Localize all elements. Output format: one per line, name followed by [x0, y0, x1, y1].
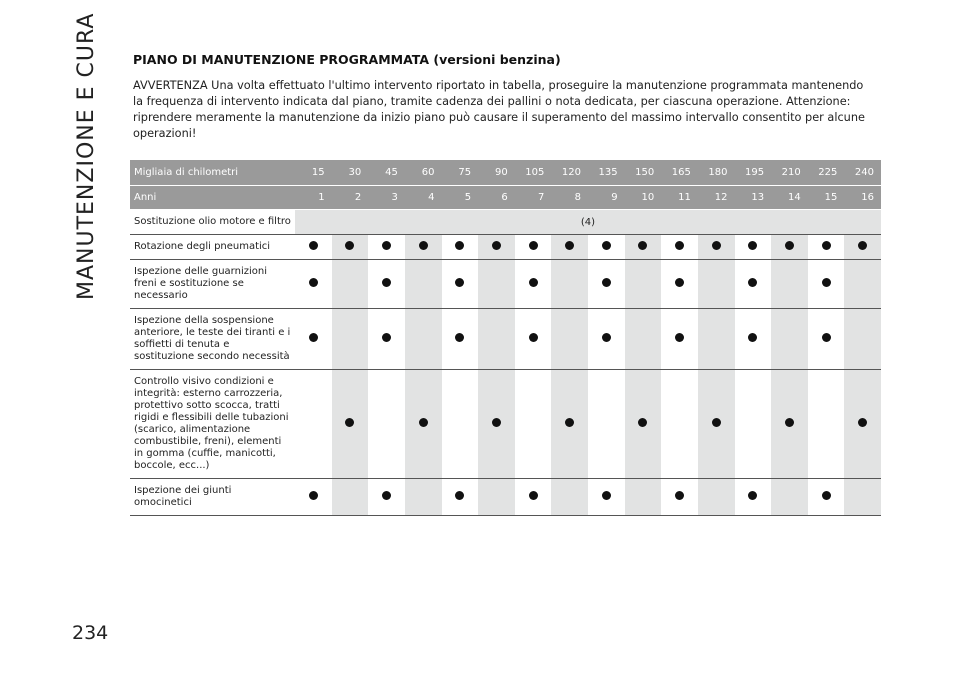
schedule-cell	[771, 479, 808, 516]
scheduled-dot-icon	[712, 418, 721, 427]
schedule-cell	[735, 370, 772, 479]
years-header-row-value: 3	[368, 186, 405, 210]
scheduled-dot-icon	[675, 333, 684, 342]
operation-label: Ispezione dei giunti omocinetici	[130, 479, 295, 516]
scheduled-dot-icon	[638, 241, 647, 250]
years-header-row-value: 13	[735, 186, 772, 210]
schedule-cell	[442, 235, 479, 260]
schedule-cell	[661, 479, 698, 516]
schedule-cell	[515, 370, 552, 479]
scheduled-dot-icon	[748, 491, 757, 500]
schedule-cell	[625, 235, 662, 260]
schedule-cell	[478, 235, 515, 260]
table-row	[130, 479, 881, 516]
schedule-cell	[551, 260, 588, 309]
operation-label: Ispezione delle guarnizioni freni e sostituzione se necessario	[130, 260, 295, 309]
scheduled-dot-icon	[785, 241, 794, 250]
scheduled-dot-icon	[455, 278, 464, 287]
schedule-cell	[478, 479, 515, 516]
schedule-cell	[625, 309, 662, 370]
section-side-title: MANUTENZIONE E CURA	[74, 12, 99, 300]
operation-label: Controllo visivo condizioni e integrità: esterno carrozzeria, protettivo sotto scocca, tratti rigidi e flessibili delle tubazioni (scarico, alimentazione combustibile, freni), elementi in gomma (cuffie, manicotti, boccole, ecc...)	[130, 370, 295, 479]
years-header-row-value: 5	[442, 186, 479, 210]
table-row	[130, 260, 881, 309]
years-header-row-value: 1	[295, 186, 332, 210]
schedule-cell	[368, 260, 405, 309]
scheduled-dot-icon	[748, 333, 757, 342]
km-header-row-value: 135	[588, 160, 625, 186]
km-header-row-value: 195	[735, 160, 772, 186]
years-header-row-value: 7	[515, 186, 552, 210]
schedule-cell	[735, 479, 772, 516]
schedule-cell	[771, 370, 808, 479]
km-header-row-value: 105	[515, 160, 552, 186]
years-header-row-value: 2	[332, 186, 369, 210]
scheduled-dot-icon	[712, 241, 721, 250]
table-row	[130, 210, 881, 235]
schedule-cell	[588, 235, 625, 260]
years-header-row-value: 14	[771, 186, 808, 210]
scheduled-dot-icon	[492, 418, 501, 427]
years-header-row-value: 12	[698, 186, 735, 210]
scheduled-dot-icon	[822, 278, 831, 287]
schedule-cell	[405, 309, 442, 370]
schedule-cell	[844, 479, 881, 516]
scheduled-dot-icon	[382, 333, 391, 342]
km-header-row	[130, 160, 881, 186]
scheduled-dot-icon	[602, 491, 611, 500]
schedule-cell	[332, 235, 369, 260]
km-header-row-value: 45	[368, 160, 405, 186]
years-header-row-value: 4	[405, 186, 442, 210]
km-header-row-value: 240	[844, 160, 881, 186]
scheduled-dot-icon	[345, 241, 354, 250]
schedule-cell	[515, 235, 552, 260]
scheduled-dot-icon	[382, 491, 391, 500]
schedule-cell	[551, 370, 588, 479]
schedule-cell	[698, 260, 735, 309]
schedule-cell	[405, 235, 442, 260]
scheduled-dot-icon	[309, 333, 318, 342]
schedule-cell	[698, 479, 735, 516]
schedule-cell	[442, 309, 479, 370]
scheduled-dot-icon	[529, 491, 538, 500]
schedule-cell	[588, 370, 625, 479]
scheduled-dot-icon	[858, 241, 867, 250]
scheduled-dot-icon	[858, 418, 867, 427]
schedule-cell	[442, 260, 479, 309]
schedule-cell	[551, 309, 588, 370]
scheduled-dot-icon	[822, 491, 831, 500]
scheduled-dot-icon	[675, 278, 684, 287]
scheduled-dot-icon	[419, 241, 428, 250]
km-header-row-value: 30	[332, 160, 369, 186]
schedule-cell	[478, 260, 515, 309]
schedule-cell	[698, 235, 735, 260]
schedule-cell	[808, 479, 845, 516]
scheduled-dot-icon	[565, 418, 574, 427]
schedule-cell	[588, 479, 625, 516]
km-header-row-value: 15	[295, 160, 332, 186]
schedule-cell	[295, 235, 332, 260]
km-header-row-value: 150	[625, 160, 662, 186]
scheduled-dot-icon	[529, 333, 538, 342]
scheduled-dot-icon	[675, 241, 684, 250]
schedule-cell	[368, 309, 405, 370]
schedule-cell	[332, 260, 369, 309]
schedule-cell	[332, 370, 369, 479]
schedule-cell	[442, 370, 479, 479]
scheduled-dot-icon	[309, 491, 318, 500]
schedule-cell	[368, 479, 405, 516]
scheduled-dot-icon	[748, 278, 757, 287]
schedule-cell	[368, 235, 405, 260]
schedule-cell	[295, 260, 332, 309]
schedule-cell	[442, 479, 479, 516]
schedule-cell	[808, 309, 845, 370]
km-header-row-value: 90	[478, 160, 515, 186]
scheduled-dot-icon	[602, 333, 611, 342]
years-header-row-value: 15	[808, 186, 845, 210]
schedule-cell	[405, 260, 442, 309]
km-header-row-value: 180	[698, 160, 735, 186]
scheduled-dot-icon	[602, 278, 611, 287]
years-header-row	[130, 186, 881, 210]
km-header-row-value: 225	[808, 160, 845, 186]
schedule-cell	[515, 260, 552, 309]
table-row	[130, 370, 881, 479]
schedule-cell	[698, 370, 735, 479]
km-header-row-value: 60	[405, 160, 442, 186]
schedule-cell	[698, 309, 735, 370]
scheduled-dot-icon	[382, 241, 391, 250]
schedule-cell	[735, 235, 772, 260]
schedule-cell	[661, 309, 698, 370]
years-header-row-value: 10	[625, 186, 662, 210]
km-header-row-label: Migliaia di chilometri	[130, 160, 295, 186]
scheduled-dot-icon	[565, 241, 574, 250]
table-row	[130, 235, 881, 260]
operation-label: Rotazione degli pneumatici	[130, 235, 295, 260]
schedule-cell	[661, 235, 698, 260]
years-header-row-label: Anni	[130, 186, 295, 210]
schedule-cell	[332, 479, 369, 516]
schedule-cell	[588, 260, 625, 309]
years-header-row-value: 11	[661, 186, 698, 210]
schedule-cell	[735, 260, 772, 309]
scheduled-dot-icon	[822, 333, 831, 342]
scheduled-dot-icon	[529, 278, 538, 287]
schedule-cell	[808, 235, 845, 260]
schedule-cell	[625, 260, 662, 309]
km-header-row-value: 120	[551, 160, 588, 186]
schedule-cell	[844, 260, 881, 309]
scheduled-dot-icon	[822, 241, 831, 250]
schedule-cell	[551, 479, 588, 516]
scheduled-dot-icon	[748, 241, 757, 250]
schedule-cell	[295, 309, 332, 370]
schedule-cell	[332, 309, 369, 370]
scheduled-dot-icon	[529, 241, 538, 250]
schedule-cell	[405, 370, 442, 479]
schedule-cell	[478, 309, 515, 370]
scheduled-dot-icon	[309, 278, 318, 287]
schedule-cell	[771, 235, 808, 260]
schedule-cell	[295, 370, 332, 479]
page-title: PIANO DI MANUTENZIONE PROGRAMMATA (versioni benzina)	[133, 52, 561, 67]
schedule-cell	[844, 309, 881, 370]
schedule-cell	[368, 370, 405, 479]
scheduled-dot-icon	[309, 241, 318, 250]
schedule-cell	[515, 479, 552, 516]
schedule-cell	[588, 309, 625, 370]
years-header-row-value: 6	[478, 186, 515, 210]
schedule-cell	[808, 260, 845, 309]
years-header-row-value: 8	[551, 186, 588, 210]
schedule-cell	[771, 260, 808, 309]
schedule-cell	[478, 370, 515, 479]
scheduled-dot-icon	[345, 418, 354, 427]
schedule-cell	[515, 309, 552, 370]
scheduled-dot-icon	[419, 418, 428, 427]
scheduled-dot-icon	[455, 241, 464, 250]
schedule-cell	[295, 479, 332, 516]
scheduled-dot-icon	[602, 241, 611, 250]
page-number: 234	[72, 622, 109, 644]
scheduled-dot-icon	[638, 418, 647, 427]
years-header-row-value: 16	[844, 186, 881, 210]
table-row	[130, 309, 881, 370]
scheduled-dot-icon	[675, 491, 684, 500]
operation-label: Ispezione della sospensione anteriore, le teste dei tiranti e i soffietti di tenuta e sostituzione secondo necessità	[130, 309, 295, 370]
schedule-cell	[661, 260, 698, 309]
schedule-cell	[844, 235, 881, 260]
scheduled-dot-icon	[492, 241, 501, 250]
schedule-cell	[625, 479, 662, 516]
scheduled-dot-icon	[455, 491, 464, 500]
km-header-row-value: 210	[771, 160, 808, 186]
km-header-row-value: 165	[661, 160, 698, 186]
warning-paragraph: AVVERTENZA Una volta effettuato l'ultimo intervento riportato in tabella, proseguire la manutenzione programmata mantenendo la frequenza di intervento indicata dal piano, tramite cadenza dei pallini o nota dedicata, per ciascuna operazione. Attenzione: riprendere meramente la manutenzione da inizio piano può causare il superamento del massimo intervallo consentito per alcune operazioni!	[133, 79, 865, 140]
km-header-row-value: 75	[442, 160, 479, 186]
schedule-cell	[661, 370, 698, 479]
scheduled-dot-icon	[785, 418, 794, 427]
schedule-cell	[735, 309, 772, 370]
schedule-cell	[808, 370, 845, 479]
scheduled-dot-icon	[382, 278, 391, 287]
schedule-cell	[844, 370, 881, 479]
schedule-cell	[551, 235, 588, 260]
years-header-row-value: 9	[588, 186, 625, 210]
scheduled-dot-icon	[455, 333, 464, 342]
schedule-cell	[625, 370, 662, 479]
schedule-cell	[405, 479, 442, 516]
operation-label: Sostituzione olio motore e filtro	[130, 210, 295, 235]
maintenance-table	[130, 160, 881, 516]
schedule-cell	[771, 309, 808, 370]
interval-note: (4)	[295, 210, 881, 235]
